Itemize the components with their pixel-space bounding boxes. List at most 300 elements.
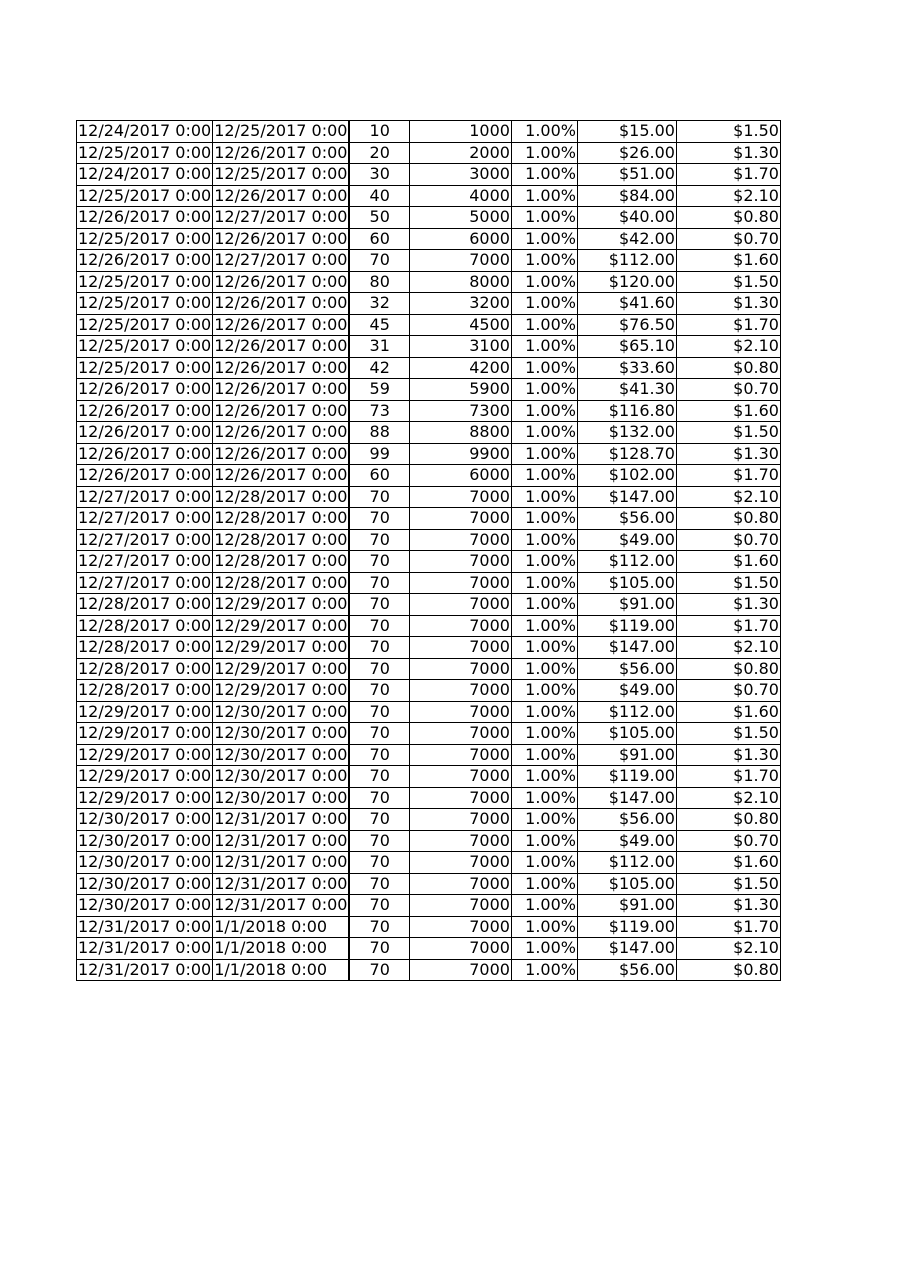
cell-start-date[interactable]: 12/31/2017 0:00: [78, 959, 212, 979]
cell-fee[interactable]: $1.60: [676, 400, 780, 422]
cell-start-date[interactable]: 12/30/2017 0:00: [78, 852, 212, 872]
cell-quantity[interactable]: 70: [349, 895, 409, 917]
cell-cost[interactable]: $65.10: [577, 336, 676, 358]
cell-quantity[interactable]: 88: [349, 422, 409, 444]
cell-quantity[interactable]: 70: [349, 873, 409, 895]
cell-fee[interactable]: $1.50: [676, 121, 780, 143]
cell-cost[interactable]: $112.00: [577, 551, 676, 573]
cell-start-date[interactable]: 12/28/2017 0:00: [78, 658, 212, 678]
cell-end-date[interactable]: 12/29/2017 0:00: [214, 594, 348, 614]
cell-end-date[interactable]: 12/26/2017 0:00: [214, 314, 348, 334]
cell-fee[interactable]: $1.50: [676, 271, 780, 293]
cell-rate[interactable]: 1.00%: [511, 615, 577, 637]
cell-start-date[interactable]: 12/27/2017 0:00: [78, 551, 212, 571]
cell-quantity[interactable]: 70: [349, 572, 409, 594]
cell-start-date[interactable]: 12/30/2017 0:00: [78, 830, 212, 850]
cell-start-date[interactable]: 12/29/2017 0:00: [78, 787, 212, 807]
cell-rate[interactable]: 1.00%: [511, 938, 577, 960]
cell-quantity[interactable]: 70: [349, 637, 409, 659]
cell-end-date[interactable]: 12/30/2017 0:00: [214, 701, 348, 721]
cell-cost[interactable]: $112.00: [577, 852, 676, 874]
cell-rate[interactable]: 1.00%: [511, 508, 577, 530]
cell-amount[interactable]: 7000: [409, 830, 511, 852]
table-row: [77, 615, 781, 637]
cell-cost[interactable]: $56.00: [577, 959, 676, 981]
cell-end-date[interactable]: 12/26/2017 0:00: [214, 336, 348, 356]
cell-amount[interactable]: 5900: [409, 379, 511, 401]
cell-start-date[interactable]: 12/27/2017 0:00: [78, 486, 212, 506]
cell-quantity[interactable]: 42: [349, 357, 409, 379]
cell-fee[interactable]: $1.60: [676, 852, 780, 874]
cell-fee[interactable]: $1.30: [676, 293, 780, 315]
cell-start-date[interactable]: 12/25/2017 0:00: [78, 142, 212, 162]
cell-end-date[interactable]: 12/26/2017 0:00: [214, 422, 348, 442]
cell-quantity[interactable]: 70: [349, 680, 409, 702]
cell-start-date[interactable]: 12/29/2017 0:00: [78, 723, 212, 743]
cell-start-date[interactable]: 12/28/2017 0:00: [78, 615, 212, 635]
table-row: [77, 680, 781, 702]
cell-fee[interactable]: $0.80: [676, 508, 780, 530]
table-row: [77, 379, 781, 401]
cell-cost[interactable]: $128.70: [577, 443, 676, 465]
cell-cost[interactable]: $119.00: [577, 916, 676, 938]
cell-end-date[interactable]: 12/26/2017 0:00: [214, 465, 348, 485]
cell-fee[interactable]: $1.70: [676, 314, 780, 336]
cell-quantity[interactable]: 70: [349, 766, 409, 788]
cell-end-date[interactable]: 12/26/2017 0:00: [214, 443, 348, 463]
cell-start-date[interactable]: 12/26/2017 0:00: [78, 443, 212, 463]
cell-cost[interactable]: $49.00: [577, 529, 676, 551]
cell-cost[interactable]: $49.00: [577, 680, 676, 702]
cell-end-date[interactable]: 12/30/2017 0:00: [214, 744, 348, 764]
cell-end-date[interactable]: 12/29/2017 0:00: [214, 637, 348, 657]
cell-amount[interactable]: 7000: [409, 551, 511, 573]
cell-fee[interactable]: $1.70: [676, 916, 780, 938]
cell-start-date[interactable]: 12/27/2017 0:00: [78, 508, 212, 528]
cell-rate[interactable]: 1.00%: [511, 658, 577, 680]
cell-rate[interactable]: 1.00%: [511, 357, 577, 379]
cell-rate[interactable]: 1.00%: [511, 185, 577, 207]
cell-rate[interactable]: 1.00%: [511, 809, 577, 831]
cell-end-date[interactable]: 12/30/2017 0:00: [214, 787, 348, 807]
cell-cost[interactable]: $147.00: [577, 486, 676, 508]
cell-amount[interactable]: 3000: [409, 164, 511, 186]
cell-start-date[interactable]: 12/27/2017 0:00: [78, 572, 212, 592]
cell-start-date[interactable]: 12/30/2017 0:00: [78, 895, 212, 915]
cell-rate[interactable]: 1.00%: [511, 250, 577, 272]
cell-cost[interactable]: $41.30: [577, 379, 676, 401]
cell-end-date[interactable]: 12/31/2017 0:00: [214, 809, 348, 829]
cell-rate[interactable]: 1.00%: [511, 293, 577, 315]
cell-amount[interactable]: 6000: [409, 465, 511, 487]
cell-end-date[interactable]: 12/27/2017 0:00: [214, 250, 348, 270]
cell-rate[interactable]: 1.00%: [511, 830, 577, 852]
cell-quantity[interactable]: 70: [349, 916, 409, 938]
cell-start-date[interactable]: 12/26/2017 0:00: [78, 422, 212, 442]
cell-amount[interactable]: 7000: [409, 852, 511, 874]
cell-end-date[interactable]: 1/1/2018 0:00: [213, 916, 350, 938]
cell-cost[interactable]: $105.00: [577, 572, 676, 594]
table-row: [77, 658, 781, 680]
cell-end-date[interactable]: 12/31/2017 0:00: [214, 895, 348, 915]
cell-amount[interactable]: 7000: [409, 895, 511, 917]
cell-rate[interactable]: 1.00%: [511, 336, 577, 358]
cell-quantity[interactable]: 40: [349, 185, 409, 207]
cell-quantity[interactable]: 70: [349, 529, 409, 551]
cell-end-date[interactable]: 1/1/2018 0:00: [213, 959, 350, 981]
cell-cost[interactable]: $132.00: [577, 422, 676, 444]
cell-rate[interactable]: 1.00%: [511, 637, 577, 659]
cell-fee[interactable]: $1.70: [676, 615, 780, 637]
cell-start-date[interactable]: 12/31/2017 0:00: [78, 938, 212, 958]
cell-start-date[interactable]: 12/25/2017 0:00: [78, 271, 212, 291]
cell-start-date[interactable]: 12/25/2017 0:00: [78, 314, 212, 334]
cell-fee[interactable]: $2.10: [676, 938, 780, 960]
cell-amount[interactable]: 7000: [409, 486, 511, 508]
cell-quantity[interactable]: 70: [349, 938, 409, 960]
cell-amount[interactable]: 1000: [409, 121, 511, 143]
cell-fee[interactable]: $2.10: [676, 185, 780, 207]
cell-rate[interactable]: 1.00%: [511, 142, 577, 164]
cell-quantity[interactable]: 70: [349, 615, 409, 637]
cell-amount[interactable]: 5000: [409, 207, 511, 229]
cell-quantity[interactable]: 70: [349, 744, 409, 766]
table-row: [77, 959, 781, 981]
cell-fee[interactable]: $2.10: [676, 787, 780, 809]
cell-end-date[interactable]: 12/28/2017 0:00: [214, 551, 348, 571]
cell-end-date[interactable]: 12/30/2017 0:00: [214, 723, 348, 743]
cell-rate[interactable]: 1.00%: [511, 852, 577, 874]
cell-start-date[interactable]: 12/26/2017 0:00: [78, 207, 212, 227]
cell-amount[interactable]: 4000: [409, 185, 511, 207]
cell-quantity[interactable]: 30: [349, 164, 409, 186]
cell-start-date[interactable]: 12/30/2017 0:00: [78, 809, 212, 829]
cell-start-date[interactable]: 12/28/2017 0:00: [78, 637, 212, 657]
cell-end-date[interactable]: 12/29/2017 0:00: [214, 680, 348, 700]
cell-fee[interactable]: $1.30: [676, 142, 780, 164]
cell-quantity[interactable]: 31: [349, 336, 409, 358]
table-row: [77, 293, 781, 315]
cell-start-date[interactable]: 12/27/2017 0:00: [78, 529, 212, 549]
cell-fee[interactable]: $1.70: [676, 164, 780, 186]
cell-fee[interactable]: $1.50: [676, 723, 780, 745]
cell-fee[interactable]: $0.80: [676, 207, 780, 229]
cell-fee[interactable]: $0.70: [676, 529, 780, 551]
cell-rate[interactable]: 1.00%: [511, 271, 577, 293]
cell-start-date[interactable]: 12/25/2017 0:00: [78, 293, 212, 313]
cell-amount[interactable]: 6000: [409, 228, 511, 250]
cell-fee[interactable]: $0.80: [676, 959, 780, 981]
cell-end-date[interactable]: 12/26/2017 0:00: [214, 142, 348, 162]
cell-quantity[interactable]: 59: [349, 379, 409, 401]
cell-end-date[interactable]: 12/26/2017 0:00: [214, 271, 348, 291]
cell-cost[interactable]: $76.50: [577, 314, 676, 336]
cell-fee[interactable]: $2.10: [676, 336, 780, 358]
cell-rate[interactable]: 1.00%: [511, 207, 577, 229]
cell-rate[interactable]: 1.00%: [511, 873, 577, 895]
cell-end-date[interactable]: 12/27/2017 0:00: [214, 207, 348, 227]
cell-cost[interactable]: $91.00: [577, 744, 676, 766]
cell-cost[interactable]: $56.00: [577, 508, 676, 530]
cell-quantity[interactable]: 99: [349, 443, 409, 465]
cell-rate[interactable]: 1.00%: [511, 400, 577, 422]
cell-end-date[interactable]: 12/28/2017 0:00: [214, 572, 348, 592]
cell-amount[interactable]: 7000: [409, 637, 511, 659]
table-row: [77, 938, 781, 960]
cell-rate[interactable]: 1.00%: [511, 465, 577, 487]
cell-amount[interactable]: 7000: [409, 916, 511, 938]
cell-amount[interactable]: 7000: [409, 250, 511, 272]
cell-quantity[interactable]: 10: [349, 121, 409, 143]
cell-cost[interactable]: $40.00: [577, 207, 676, 229]
cell-end-date[interactable]: 12/31/2017 0:00: [214, 852, 348, 872]
cell-fee[interactable]: $0.80: [676, 809, 780, 831]
cell-rate[interactable]: 1.00%: [511, 228, 577, 250]
cell-fee[interactable]: $1.60: [676, 701, 780, 723]
cell-fee[interactable]: $1.50: [676, 422, 780, 444]
cell-end-date[interactable]: 12/26/2017 0:00: [214, 293, 348, 313]
cell-quantity[interactable]: 70: [349, 250, 409, 272]
cell-cost[interactable]: $26.00: [577, 142, 676, 164]
cell-quantity[interactable]: 70: [349, 959, 409, 981]
cell-rate[interactable]: 1.00%: [511, 744, 577, 766]
cell-cost[interactable]: $56.00: [577, 658, 676, 680]
cell-start-date[interactable]: 12/31/2017 0:00: [78, 916, 212, 936]
cell-rate[interactable]: 1.00%: [511, 680, 577, 702]
table-row: [77, 422, 781, 444]
cell-start-date[interactable]: 12/26/2017 0:00: [78, 465, 212, 485]
cell-amount[interactable]: 7000: [409, 873, 511, 895]
cell-cost[interactable]: $105.00: [577, 723, 676, 745]
cell-amount[interactable]: 7000: [409, 658, 511, 680]
cell-fee[interactable]: $0.70: [676, 680, 780, 702]
cell-rate[interactable]: 1.00%: [511, 766, 577, 788]
cell-rate[interactable]: 1.00%: [511, 723, 577, 745]
cell-fee[interactable]: $2.10: [676, 637, 780, 659]
cell-rate[interactable]: 1.00%: [511, 594, 577, 616]
cell-start-date[interactable]: 12/25/2017 0:00: [78, 185, 212, 205]
cell-quantity[interactable]: 45: [349, 314, 409, 336]
cell-start-date[interactable]: 12/26/2017 0:00: [78, 400, 212, 420]
cell-cost[interactable]: $147.00: [577, 938, 676, 960]
cell-rate[interactable]: 1.00%: [511, 551, 577, 573]
table-row: [77, 787, 781, 809]
cell-quantity[interactable]: 70: [349, 486, 409, 508]
cell-cost[interactable]: $49.00: [577, 830, 676, 852]
cell-rate[interactable]: 1.00%: [511, 572, 577, 594]
table-row: [77, 873, 781, 895]
cell-start-date[interactable]: 12/26/2017 0:00: [78, 250, 212, 270]
cell-amount[interactable]: 7000: [409, 766, 511, 788]
cell-fee[interactable]: $0.70: [676, 379, 780, 401]
cell-fee[interactable]: $1.50: [676, 873, 780, 895]
cell-start-date[interactable]: 12/25/2017 0:00: [78, 336, 212, 356]
cell-cost[interactable]: $91.00: [577, 594, 676, 616]
table-row: [77, 164, 781, 186]
cell-quantity[interactable]: 60: [349, 465, 409, 487]
cell-amount[interactable]: 7000: [409, 938, 511, 960]
cell-rate[interactable]: 1.00%: [511, 443, 577, 465]
table-row: [77, 207, 781, 229]
cell-end-date[interactable]: 12/31/2017 0:00: [214, 830, 348, 850]
cell-amount[interactable]: 7000: [409, 615, 511, 637]
cell-rate[interactable]: 1.00%: [511, 959, 577, 981]
cell-cost[interactable]: $105.00: [577, 873, 676, 895]
cell-end-date[interactable]: 12/28/2017 0:00: [214, 508, 348, 528]
cell-start-date[interactable]: 12/29/2017 0:00: [78, 744, 212, 764]
cell-end-date[interactable]: 12/26/2017 0:00: [214, 400, 348, 420]
cell-cost[interactable]: $147.00: [577, 637, 676, 659]
cell-end-date[interactable]: 12/28/2017 0:00: [214, 486, 348, 506]
cell-start-date[interactable]: 12/29/2017 0:00: [78, 701, 212, 721]
cell-amount[interactable]: 4200: [409, 357, 511, 379]
cell-start-date[interactable]: 12/30/2017 0:00: [78, 873, 212, 893]
cell-amount[interactable]: 4500: [409, 314, 511, 336]
cell-rate[interactable]: 1.00%: [511, 916, 577, 938]
cell-start-date[interactable]: 12/25/2017 0:00: [78, 228, 212, 248]
cell-fee[interactable]: $1.30: [676, 744, 780, 766]
cell-amount[interactable]: 3100: [409, 336, 511, 358]
cell-start-date[interactable]: 12/25/2017 0:00: [78, 357, 212, 377]
cell-end-date[interactable]: 12/25/2017 0:00: [214, 164, 348, 184]
cell-cost[interactable]: $84.00: [577, 185, 676, 207]
cell-quantity[interactable]: 70: [349, 830, 409, 852]
cell-cost[interactable]: $120.00: [577, 271, 676, 293]
cell-end-date[interactable]: 1/1/2018 0:00: [213, 938, 350, 960]
cell-end-date[interactable]: 12/26/2017 0:00: [214, 357, 348, 377]
table-row: [77, 895, 781, 917]
cell-fee[interactable]: $2.10: [676, 486, 780, 508]
cell-amount[interactable]: 7000: [409, 529, 511, 551]
cell-rate[interactable]: 1.00%: [511, 895, 577, 917]
cell-cost[interactable]: $119.00: [577, 615, 676, 637]
cell-amount[interactable]: 7300: [409, 400, 511, 422]
cell-end-date[interactable]: 12/28/2017 0:00: [214, 529, 348, 549]
cell-fee[interactable]: $1.30: [676, 895, 780, 917]
cell-fee[interactable]: $1.70: [676, 766, 780, 788]
cell-quantity[interactable]: 70: [349, 551, 409, 573]
cell-rate[interactable]: 1.00%: [511, 379, 577, 401]
cell-fee[interactable]: $1.70: [676, 465, 780, 487]
cell-quantity[interactable]: 70: [349, 809, 409, 831]
cell-amount[interactable]: 7000: [409, 572, 511, 594]
cell-end-date[interactable]: 12/25/2017 0:00: [214, 121, 348, 141]
cell-cost[interactable]: $56.00: [577, 809, 676, 831]
cell-quantity[interactable]: 70: [349, 852, 409, 874]
cell-rate[interactable]: 1.00%: [511, 121, 577, 143]
cell-rate[interactable]: 1.00%: [511, 701, 577, 723]
cell-amount[interactable]: 8800: [409, 422, 511, 444]
cell-fee[interactable]: $0.80: [676, 357, 780, 379]
cell-quantity[interactable]: 20: [349, 142, 409, 164]
cell-rate[interactable]: 1.00%: [511, 486, 577, 508]
table-row: [77, 336, 781, 358]
cell-amount[interactable]: 7000: [409, 594, 511, 616]
cell-amount[interactable]: 7000: [409, 744, 511, 766]
cell-quantity[interactable]: 32: [349, 293, 409, 315]
cell-rate[interactable]: 1.00%: [511, 529, 577, 551]
cell-fee[interactable]: $1.60: [676, 250, 780, 272]
spreadsheet-table: [76, 120, 781, 981]
table-row: [77, 465, 781, 487]
cell-end-date[interactable]: 12/26/2017 0:00: [214, 379, 348, 399]
cell-cost[interactable]: $102.00: [577, 465, 676, 487]
cell-cost[interactable]: $112.00: [577, 701, 676, 723]
cell-quantity[interactable]: 70: [349, 594, 409, 616]
cell-end-date[interactable]: 12/30/2017 0:00: [214, 766, 348, 786]
cell-quantity[interactable]: 70: [349, 658, 409, 680]
cell-rate[interactable]: 1.00%: [511, 314, 577, 336]
cell-start-date[interactable]: 12/28/2017 0:00: [78, 680, 212, 700]
cell-rate[interactable]: 1.00%: [511, 164, 577, 186]
cell-cost[interactable]: $51.00: [577, 164, 676, 186]
cell-fee[interactable]: $1.30: [676, 594, 780, 616]
cell-amount[interactable]: 7000: [409, 680, 511, 702]
cell-cost[interactable]: $15.00: [577, 121, 676, 143]
cell-end-date[interactable]: 12/31/2017 0:00: [214, 873, 348, 893]
cell-start-date[interactable]: 12/26/2017 0:00: [78, 379, 212, 399]
cell-end-date[interactable]: 12/29/2017 0:00: [214, 615, 348, 635]
table-row: [77, 121, 781, 143]
table-row: [77, 766, 781, 788]
cell-fee[interactable]: $0.80: [676, 658, 780, 680]
cell-quantity[interactable]: 50: [349, 207, 409, 229]
table-row: [77, 228, 781, 250]
cell-quantity[interactable]: 70: [349, 508, 409, 530]
cell-end-date[interactable]: 12/29/2017 0:00: [214, 658, 348, 678]
cell-amount[interactable]: 7000: [409, 959, 511, 981]
cell-amount[interactable]: 8000: [409, 271, 511, 293]
cell-cost[interactable]: $116.80: [577, 400, 676, 422]
cell-amount[interactable]: 2000: [409, 142, 511, 164]
cell-fee[interactable]: $1.50: [676, 572, 780, 594]
cell-quantity[interactable]: 80: [349, 271, 409, 293]
cell-end-date[interactable]: 12/26/2017 0:00: [214, 185, 348, 205]
cell-rate[interactable]: 1.00%: [511, 787, 577, 809]
cell-start-date[interactable]: 12/29/2017 0:00: [78, 766, 212, 786]
cell-fee[interactable]: $0.70: [676, 830, 780, 852]
cell-amount[interactable]: 7000: [409, 809, 511, 831]
cell-start-date[interactable]: 12/24/2017 0:00: [78, 164, 212, 184]
cell-quantity[interactable]: 70: [349, 701, 409, 723]
cell-rate[interactable]: 1.00%: [511, 422, 577, 444]
cell-fee[interactable]: $1.60: [676, 551, 780, 573]
cell-cost[interactable]: $112.00: [577, 250, 676, 272]
cell-cost[interactable]: $147.00: [577, 787, 676, 809]
cell-cost[interactable]: $119.00: [577, 766, 676, 788]
cell-quantity[interactable]: 70: [349, 723, 409, 745]
cell-quantity[interactable]: 70: [349, 787, 409, 809]
cell-amount[interactable]: 9900: [409, 443, 511, 465]
cell-end-date[interactable]: 12/26/2017 0:00: [214, 228, 348, 248]
cell-amount[interactable]: 7000: [409, 508, 511, 530]
cell-quantity[interactable]: 73: [349, 400, 409, 422]
cell-fee[interactable]: $1.30: [676, 443, 780, 465]
table-row: [77, 486, 781, 508]
cell-cost[interactable]: $33.60: [577, 357, 676, 379]
cell-amount[interactable]: 3200: [409, 293, 511, 315]
cell-amount[interactable]: 7000: [409, 723, 511, 745]
cell-cost[interactable]: $91.00: [577, 895, 676, 917]
cell-amount[interactable]: 7000: [409, 787, 511, 809]
cell-cost[interactable]: $42.00: [577, 228, 676, 250]
cell-start-date[interactable]: 12/24/2017 0:00: [78, 121, 212, 141]
cell-start-date[interactable]: 12/28/2017 0:00: [78, 594, 212, 614]
cell-fee[interactable]: $0.70: [676, 228, 780, 250]
cell-quantity[interactable]: 60: [349, 228, 409, 250]
cell-cost[interactable]: $41.60: [577, 293, 676, 315]
cell-amount[interactable]: 7000: [409, 701, 511, 723]
